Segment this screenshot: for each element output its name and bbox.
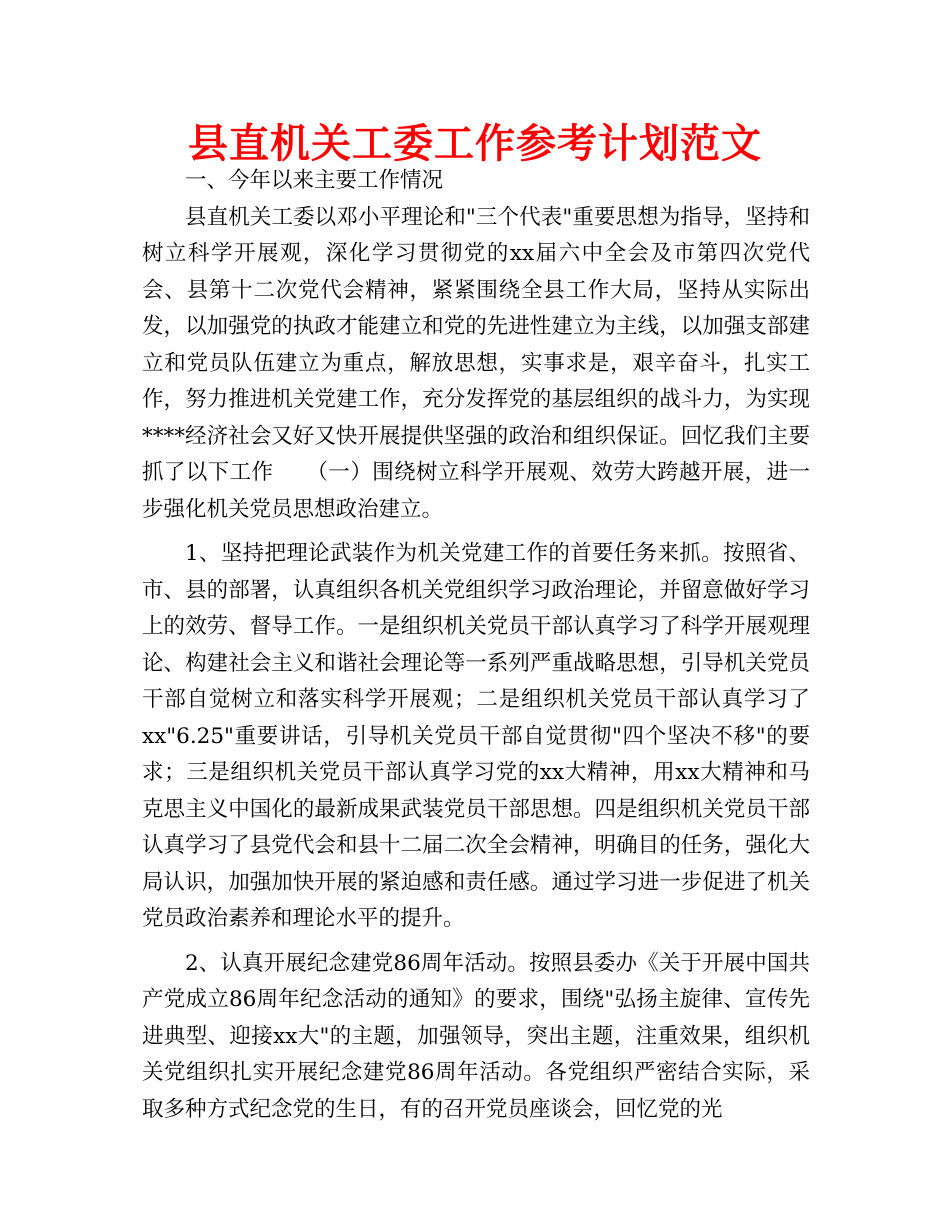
paragraph-gap (142, 528, 810, 536)
document-body (142, 163, 810, 1128)
paragraph-1: 县直机关工委以邓小平理论和"三个代表"重要思想为指导，坚持和树立科学开展观，深化学习贯彻党的xx届六中全会及市第四次党代会、县第十二次党代会精神，紧紧围绕全县工作大局，坚持从实际出发，以加强党的执政才能建立和党的先进性建立为主线，以加强支部建立和党员队伍建立为重点，解放思想，实事求是，艰辛奋斗，扎实工作，努力推进机关党建工作，充分发挥党的基层组织的战斗力，为实现****经济社会又好又快开展提供坚强的政治和组织保证。回忆我们主要抓了以下工作 （一）围绕树立科学开展观、效劳大跨越开展，进一步强化机关党员思想政治建立。 (142, 204, 810, 522)
paragraph-gap (142, 938, 810, 946)
paragraph-3: 2、认真开展纪念建党86周年活动。按照县委办《关于开展中国共产党成立86周年纪念活动的通知》的要求，围绕"弘扬主旋律、宣传先进典型、迎接xx大"的主题，加强领导，突出主题，注重效果，组织机关党组织扎实开展纪念建党86周年活动。各党组织严密结合实际，采取多种方式纪念党的生日，有的召开党员座谈会，回忆党的光 (142, 950, 810, 1122)
section-heading: 一、今年以来主要工作情况 (185, 168, 444, 193)
paragraph-2: 1、坚持把理论武装作为机关党建工作的首要任务来抓。按照省、市、县的部署，认真组织各机关党组织学习政治理论，并留意做好学习上的效劳、督导工作。一是组织机关党员干部认真学习了科学开展观理论、构建社会主义和谐社会理论等一系列严重战略思想，引导机关党员干部自觉树立和落实科学开展观；二是组织机关党员干部认真学习了xx"6.25"重要讲话，引导机关党员干部自觉贯彻"四个坚决不移"的要求；三是组织机关党员干部认真学习党的xx大精神，用xx大精神和马克思主义中国化的最新成果武装党员干部思想。四是组织机关党员干部认真学习了县党代会和县十二届二次全会精神，明确目的任务，强化大局认识，加强加快开展的紧迫感和责任感。通过学习进一步促进了机关党员政治素养和理论水平的提升。 (142, 541, 810, 931)
document-title: 县直机关工委工作参考计划范文 (188, 121, 762, 167)
